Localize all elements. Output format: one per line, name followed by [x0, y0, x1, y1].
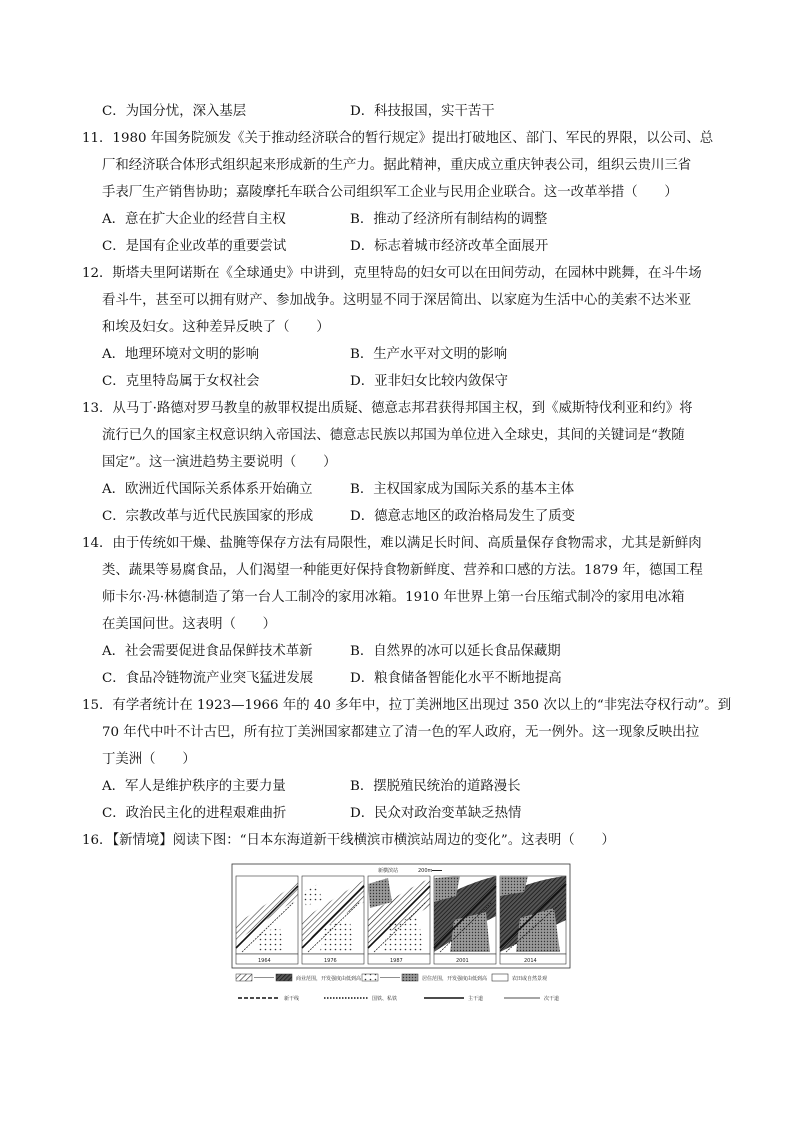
q15-option-d: D．民众对政治变革缺乏热情 [350, 806, 522, 821]
year-label-1976: 1976 [324, 958, 337, 964]
q12-option-d: D．亚非妇女比较内敛保守 [350, 374, 509, 389]
map-panel-2014 [500, 876, 566, 964]
q11-stem-line-2: 厂和经济联合体形式组织起来形成新的生产力。据此精神，重庆成立重庆钟表公司，组织云贵川三省 [102, 158, 692, 173]
q16-stem: 16．【新情境】阅读下图：“日本东海道新干线横滨市横滨站周边的变化”。这表明（ ） [82, 833, 615, 848]
legend-lines [238, 995, 559, 1002]
legend-commercial: 商业范围，开发强度由低到高 [296, 976, 362, 982]
q11-stem-line-3: 手表厂生产销售协助；嘉陵摩托车联合公司组织军工企业与民用企业联合。这一改革举措（ ） [102, 185, 678, 200]
q10-option-c: C．为国分忧，深入基层 [102, 104, 247, 119]
q14-option-a: A．社会需要促进食品保鲜技术革新 [102, 644, 313, 659]
q11-option-c: C．是国有企业改革的重要尝试 [102, 239, 287, 254]
q12-option-c: C．克里特岛属于女权社会 [102, 374, 260, 389]
legend-main-road: 主干道 [468, 996, 484, 1002]
q14-option-b: B．自然界的冰可以延长食品保藏期 [350, 644, 561, 659]
q15-stem-line-2: 70 年代中叶不计古巴，所有拉丁美洲国家都建立了清一色的军人政府，无一例外。这一现象反映出拉 [102, 725, 700, 740]
q13-option-d: D．德意志地区的政治格局发生了质变 [350, 509, 575, 524]
q11-option-d: D．标志着城市经济改革全面展开 [350, 239, 549, 254]
q13-stem-line-2: 流行已久的国家主权意识纳入帝国法、德意志民族以邦国为单位进入全球史，其间的关键词是“教随 [102, 428, 685, 443]
q14-stem-line-1: 14．由于传统如干燥、盐腌等保存方法有局限性，难以满足长时间、高质量保存食物需求，尤其是新鲜肉 [82, 536, 702, 551]
year-label-1964: 1964 [258, 958, 271, 964]
map-panel-1987 [368, 876, 430, 964]
yokohama-station-figure [228, 862, 574, 1012]
q11-option-b: B．推动了经济所有制结构的调整 [350, 212, 548, 227]
figure-scale: 200m [418, 868, 433, 874]
q12-stem-line-2: 看斗牛，甚至可以拥有财产、参加战争。这明显不同于深居简出、以家庭为生活中心的美索不达米亚 [102, 293, 692, 308]
year-label-1987: 1987 [390, 958, 403, 964]
year-label-2014: 2014 [524, 958, 537, 964]
q14-stem-line-4: 在美国问世。这表明（ ） [102, 617, 277, 632]
legend-residential: 居住范围，开发强度由低到高 [422, 976, 488, 982]
q13-option-c: C．宗教改革与近代民族国家的形成 [102, 509, 314, 524]
map-panel-2001 [434, 876, 496, 964]
q15-option-a: A．军人是维护秩序的主要力量 [102, 779, 286, 794]
q14-option-c: C．食品冷链物流产业突飞猛进发展 [102, 671, 314, 686]
legend-shinkansen: 新干线 [284, 996, 300, 1002]
map-panel-1976 [302, 876, 364, 964]
q13-option-b: B．主权国家成为国际关系的基本主体 [350, 482, 575, 497]
year-label-2001: 2001 [456, 958, 469, 964]
legend-farmland: 农田或自然景观 [512, 976, 548, 982]
q15-stem-line-1: 15．有学者统计在 1923—1966 年的 40 多年中，拉丁美洲地区出现过 350 次以上的“非宪法夺权行动”。到 [82, 698, 732, 713]
q14-stem-line-3: 师卡尔·冯·林德制造了第一台人工制冷的家用冰箱。1910 年世界上第一台压缩式制冷的家用电冰箱 [102, 590, 685, 605]
q12-option-b: B．生产水平对文明的影响 [350, 347, 508, 362]
q10-option-d: D．科技报国，实干苦干 [350, 104, 495, 119]
q12-stem-line-3: 和埃及妇女。这种差异反映了（ ） [102, 320, 330, 335]
legend-areas [236, 974, 547, 982]
q12-option-a: A．地理环境对文明的影响 [102, 347, 259, 362]
q15-option-b: B．摆脱殖民统治的道路漫长 [350, 779, 521, 794]
q11-stem-line-1: 11．1980 年国务院颁发《关于推动经济联合的暂行规定》提出打破地区、部门、军民的界限，以公司、总 [82, 131, 714, 146]
q14-stem-line-2: 类、蔬果等易腐食品，人们渴望一种能更好保持食物新鲜度、营养和口感的方法。1879 年，德国工程 [102, 563, 703, 578]
q14-option-d: D．粮食储备智能化水平不断地提高 [350, 671, 562, 686]
q13-option-a: A．欧洲近代国际关系体系开始确立 [102, 482, 313, 497]
q15-option-c: C．政治民主化的进程艰难曲折 [102, 806, 287, 821]
q12-stem-line-1: 12．斯塔夫里阿诺斯在《全球通史》中讲到，克里特岛的妇女可以在田间劳动，在园林中跳舞，在斗牛场 [82, 266, 702, 281]
q13-stem-line-1: 13．从马丁·路德对罗马教皇的赦罪权提出质疑、德意志邦君获得邦国主权，到《威斯特伐利亚和约》将 [82, 401, 693, 416]
legend-sub-road: 次干道 [544, 996, 560, 1002]
figure-title: 新横滨站 [378, 868, 399, 874]
q11-option-a: A．意在扩大企业的经营自主权 [102, 212, 286, 227]
map-panel-1964 [236, 876, 298, 964]
q15-stem-line-3: 丁美洲（ ） [102, 752, 196, 767]
q13-stem-line-3: 国定”。这一演进趋势主要说明（ ） [102, 455, 337, 470]
map-figure-svg [228, 862, 574, 1012]
legend-rail: 国铁、私铁 [372, 996, 398, 1002]
